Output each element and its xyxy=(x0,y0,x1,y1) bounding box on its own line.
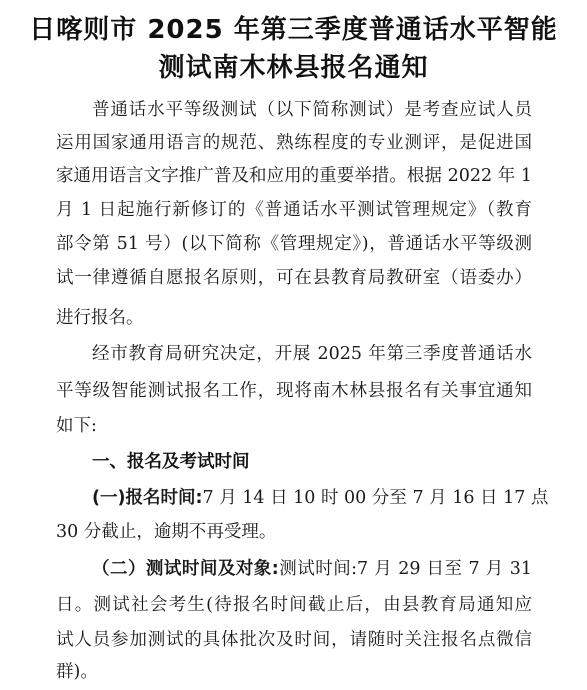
item-2-line-2: 日。测试社会考生(待报名时间截止后，由县教育局通知应 xyxy=(56,595,532,615)
document-title-line-1: 日喀则市 2025 年第三季度普通话水平智能 xyxy=(29,15,558,45)
section-1-heading: 一、报名及考试时间 xyxy=(92,452,250,472)
paragraph-1-line-6: 试一律遵循自愿报名原则，可在县教育局教研室（语委办） xyxy=(56,268,532,288)
paragraph-1-line-1: 普通话水平等级测试（以下简称测试）是考查应试人员 xyxy=(92,100,532,120)
paragraph-2-line-3: 如下: xyxy=(56,416,97,436)
item-2-line-4: 群)。 xyxy=(56,662,98,682)
document-title-line-2: 测试南木林县报名通知 xyxy=(158,53,429,83)
paragraph-2-line-1: 经市教育局研究决定，开展 2025 年第三季度普通话水 xyxy=(92,344,532,364)
item-1-label: (一)报名时间: xyxy=(92,488,203,508)
item-1-line-1-text: 7 月 14 日 10 时 00 分至 7 月 16 日 17 点 xyxy=(202,488,549,508)
item-2-line-1-text: 测试时间:7 月 29 日至 7 月 31 xyxy=(278,559,533,579)
paragraph-2-line-2: 平等级智能测试报名工作，现将南木林县报名有关事宜通知 xyxy=(56,381,532,401)
paragraph-1-line-5: 部令第 51 号）(以下简称《管理规定》)，普通话水平等级测 xyxy=(56,234,532,254)
item-1-line-2: 30 分截止，逾期不再受理。 xyxy=(56,522,277,542)
paragraph-1-line-7: 进行报名。 xyxy=(56,308,144,328)
item-2-line-1 xyxy=(92,557,532,581)
item-2-label: （二）测试时间及对象: xyxy=(92,559,279,579)
paragraph-1-line-2: 运用国家通用语言的规范、熟练程度的专业测评，是促进国 xyxy=(56,133,532,153)
paragraph-1-line-4: 月 1 日起施行新修订的《普通话水平测试管理规定》（教育 xyxy=(56,200,532,220)
item-1-line-1 xyxy=(92,486,549,510)
item-2-line-3: 试人员参加测试的具体批次及时间，请随时关注报名点微信 xyxy=(56,630,532,650)
paragraph-1-line-3: 家通用语言文字推广普及和应用的重要举措。根据 2022 年 1 xyxy=(56,166,532,186)
